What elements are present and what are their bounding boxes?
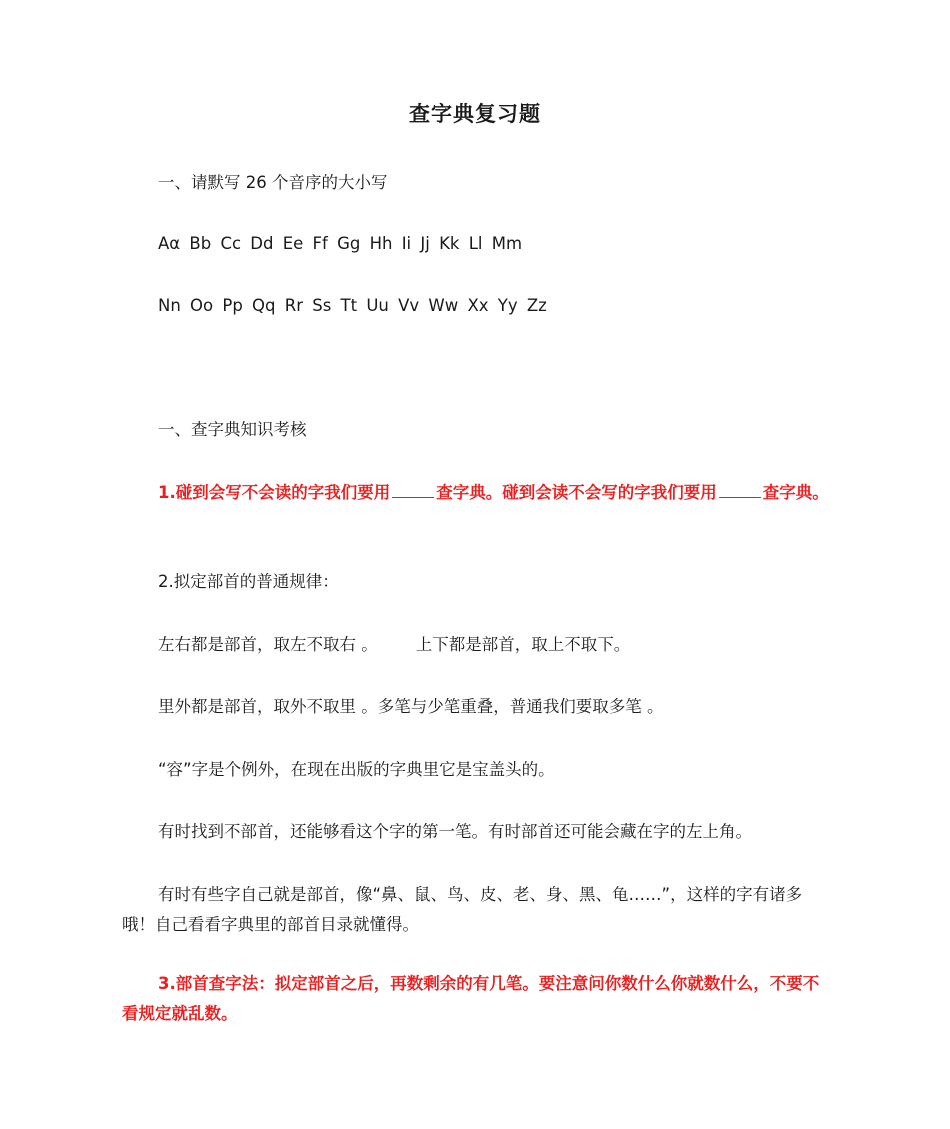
alphabet-line-2: Nn Oo Pp Qq Rr Ss Tt Uu Vv Ww Xx Yy Zz [158,296,547,315]
rule-first-stroke: 有时找到不部首，还能够看这个字的第一笔。有时部首还可能会藏在字的左上角。 [158,822,752,841]
question-1-text-a: 1.碰到会写不会读的字我们要用 [158,483,391,502]
question-1 [122,478,832,508]
question-1-text-c: 查字典。 [762,483,829,502]
question-2: 2.拟定部首的普通规律： [158,572,339,591]
fill-blank-1[interactable] [392,479,434,498]
fill-blank-2[interactable] [719,479,761,498]
alphabet-line-1: Aα Bb Cc Dd Ee Ff Gg Hh Ii Jj Kk Ll Mm [158,234,523,253]
question-1-text-b: 查字典。碰到会读不会写的字我们要用 [436,483,717,502]
rule-top-bottom: 上下都是部首，取上不取下。 [415,635,631,654]
page-title: 查字典复习题 [409,102,541,126]
rule-exception: “容”字是个例外，在现在出版的字典里它是宝盖头的。 [158,760,555,779]
rule-left-right-top-bottom [122,630,832,660]
section2-heading: 一、查字典知识考核 [158,420,307,439]
rule-left-right: 左右都是部首，取左不取右 。 [158,635,378,654]
rule-self-radical: 有时有些字自己就是部首，像“鼻、鼠、鸟、皮、老、身、黑、龟……”，这样的字有诸多哦！自己看看字典里的部首目录就懂得。 [122,885,803,934]
section1-heading: 一、请默写 26 个音序的大小写 [158,173,388,192]
question-3: 3.部首查字法：拟定部首之后，再数剩余的有几笔。要注意问你数什么你就数什么，不要不看规定就乱数。 [122,974,820,1023]
rule-inside-outside: 里外都是部首，取外不取里 。多笔与少笔重叠，普通我们要取多笔 。 [158,697,664,716]
